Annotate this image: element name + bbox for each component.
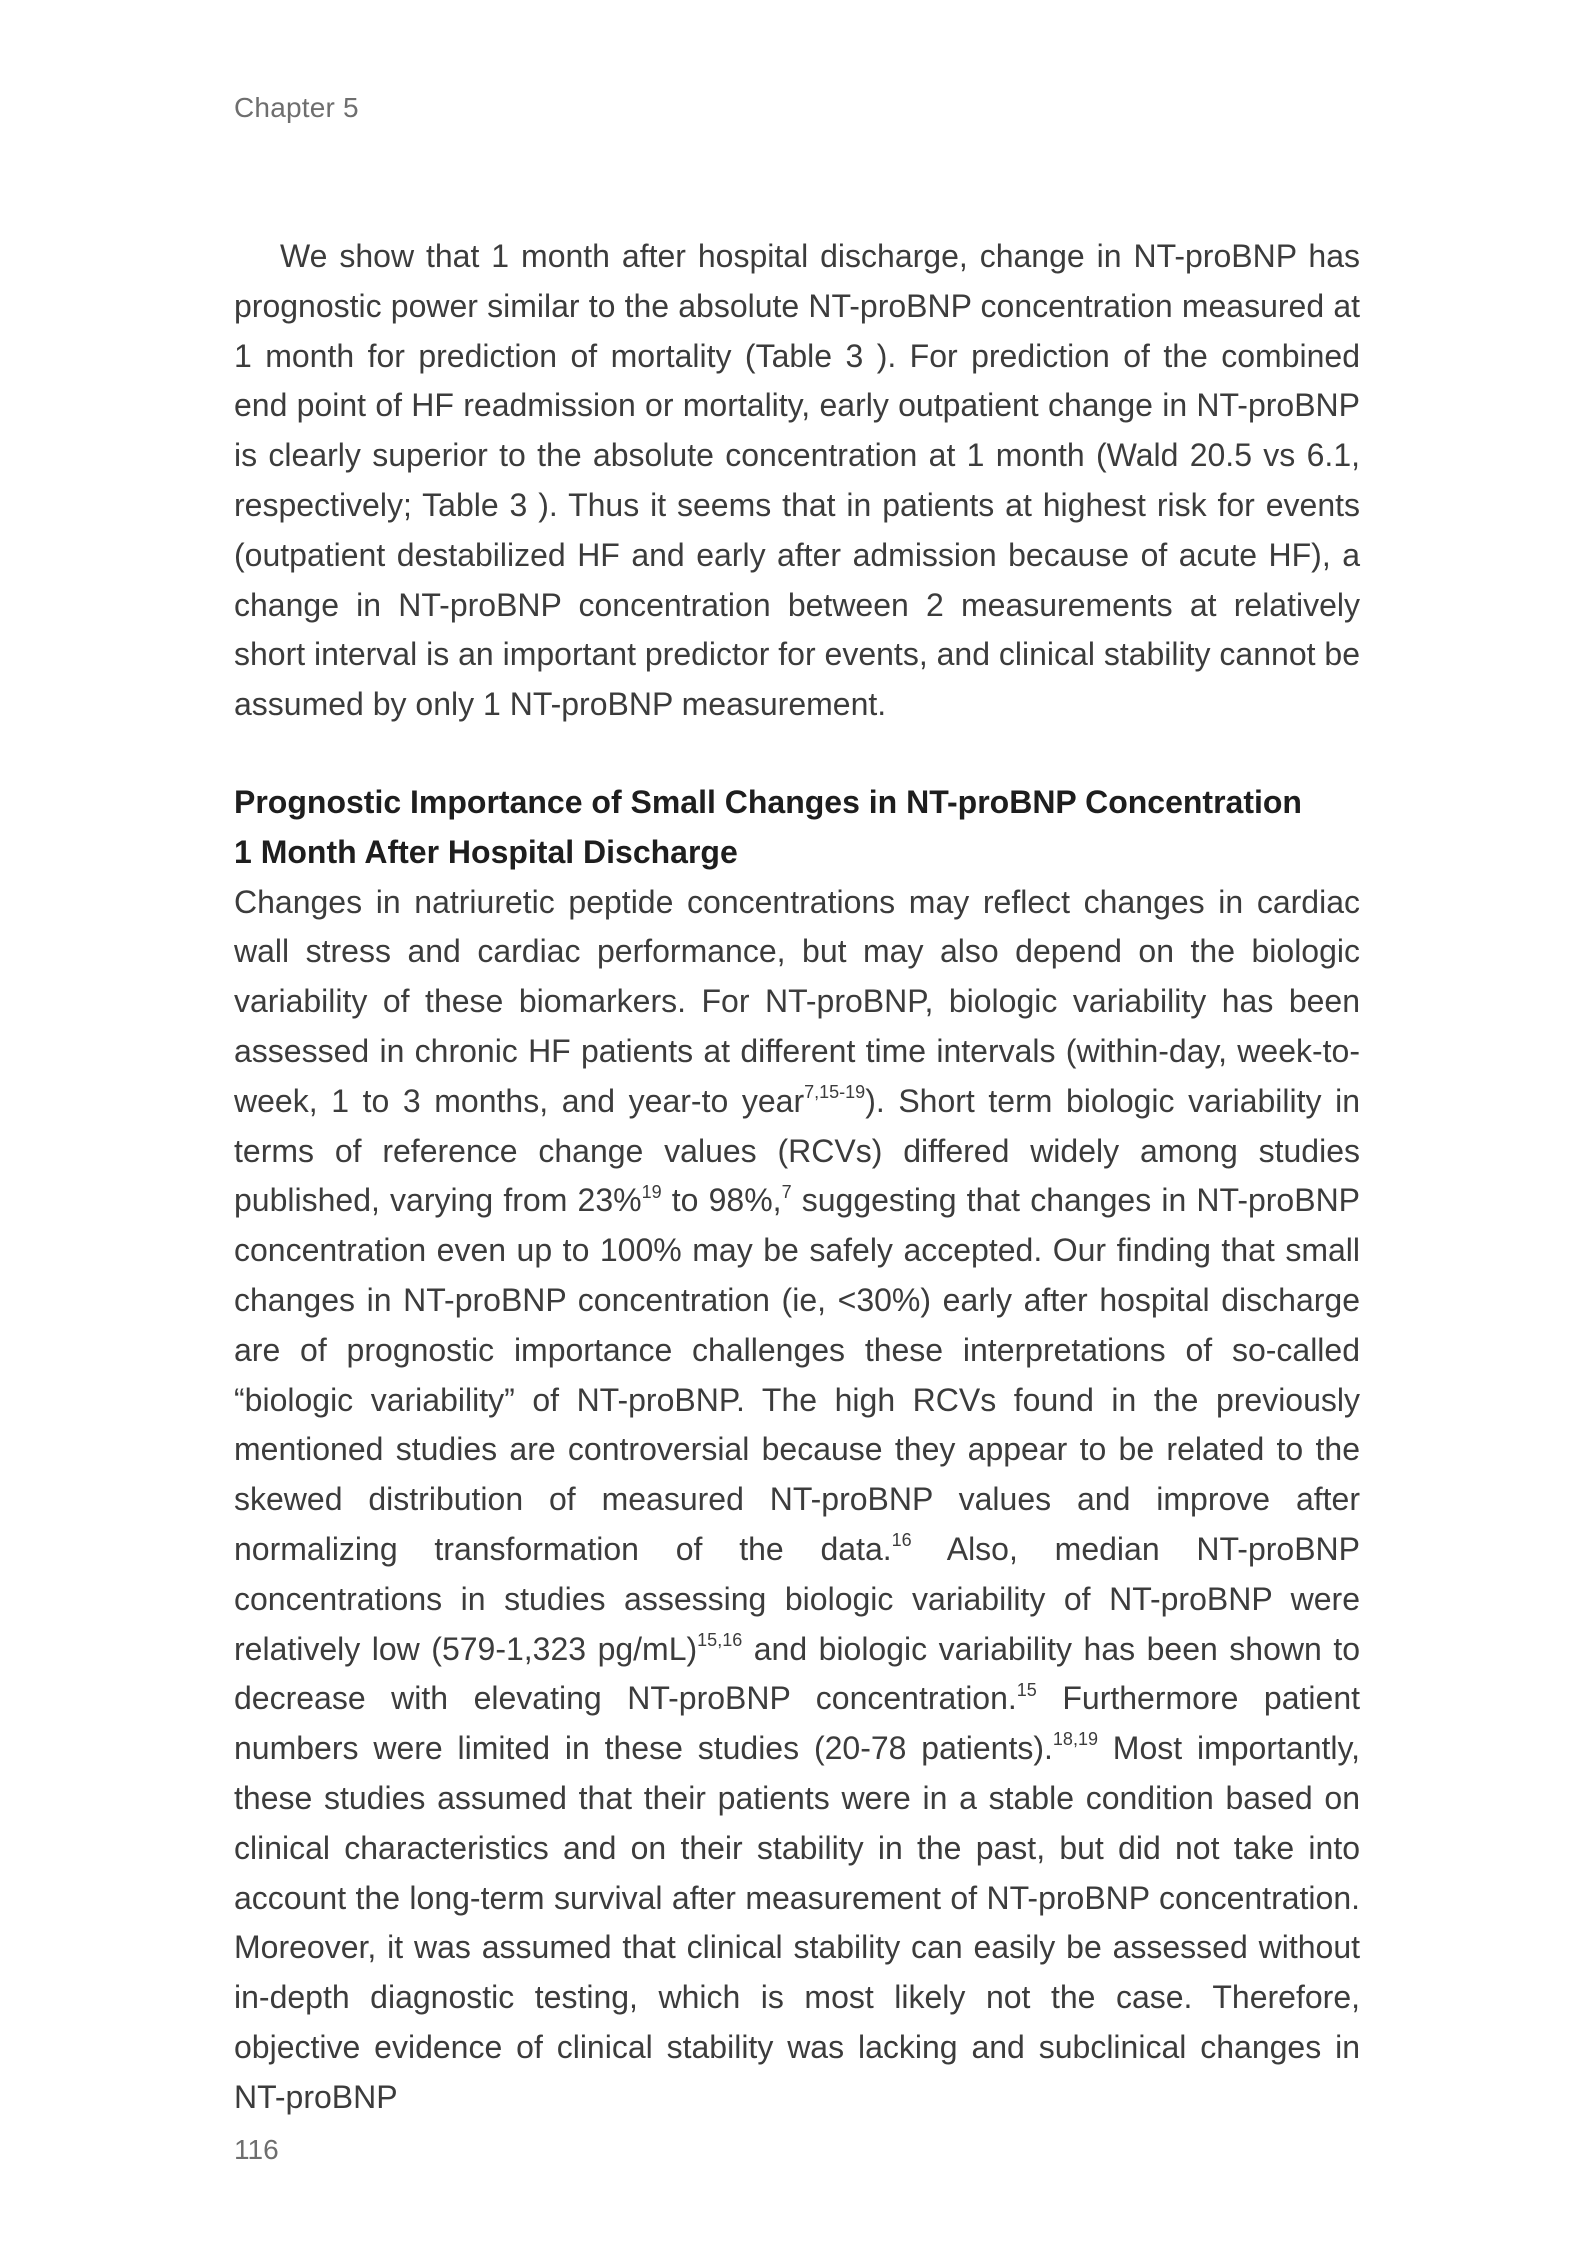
paragraph-2-text: suggesting that changes in NT-proBNP concentration even up to 100% may be safely accepted. Our finding that small changes in NT-proBNP concentration (ie, <30%) early after hospital discharge are of prognostic importance challenges these interpretations of so-called “biologic variability” of NT-proBNP. The high RCVs found in the previously mentioned studies are controversial because they appear to be related to the skewed distribution of measured NT-proBNP values and improve after normalizing transformation of the data. — [234, 1182, 1361, 1567]
paragraph-2-text: ). Short term biologic variability in terms of reference change values (RCVs) differed widely among studies published, varying from 23% — [234, 1082, 1361, 1219]
section-heading-line-2: 1 Month After Hospital Discharge — [234, 833, 738, 870]
running-header: Chapter 5 — [234, 92, 359, 123]
paragraph-2-text: to 98%, — [661, 1182, 782, 1219]
citation: 7,15-19 — [804, 1082, 866, 1103]
paragraph-2-text: Also, median NT-proBNP concentrations in studies assessing biologic variability of NT-proBNP were relatively low (579-1,323 pg/mL) — [234, 1530, 1361, 1667]
citation: 19 — [641, 1181, 662, 1202]
paragraph-2 — [234, 878, 1360, 2123]
paragraph-2-text: Furthermore patient numbers were limited in these studies (20-78 patients). — [234, 1680, 1361, 1767]
citation: 18,19 — [1052, 1729, 1098, 1750]
main-text — [234, 232, 1360, 2122]
citation: 7 — [781, 1181, 792, 1202]
paragraph-2-text: Most importantly, these studies assumed that their patients were in a stable condition based on clinical characteristics and on their stability in the past, but did not take into account the long-term survival after measurement of NT-proBNP concentration. Moreover, it was assumed that clinical stability can easily be assessed without in-depth diagnostic testing, which is most likely not the case. Therefore, objective evidence of clinical stability was lacking and subclinical changes in NT-proBNP — [234, 1730, 1361, 2115]
paragraph-2-text: Changes in natriuretic peptide concentrations may reflect changes in cardiac wall stress and cardiac performance, but may also depend on the biologic variability of these biomarkers. For NT-proBNP, biologic variability has been assessed in chronic HF patients at different time intervals (within-day, week-to-week, 1 to 3 months, and year-to year — [234, 883, 1360, 1119]
citation: 16 — [891, 1530, 912, 1551]
section-heading-line-1: Prognostic Importance of Small Changes in NT-proBNP Concentration — [234, 783, 1302, 820]
citation: 15,16 — [697, 1629, 743, 1650]
section-heading — [234, 778, 1360, 878]
page-number: 116 — [234, 2134, 279, 2165]
paragraph-1: We show that 1 month after hospital discharge, change in NT-proBNP has prognostic power similar to the absolute NT-proBNP concentration measured at 1 month for prediction of mortality (Table 3 ). For prediction of the combined end point of HF readmission or mortality, early outpatient change in NT-proBNP is clearly superior to the absolute concentration at 1 month (Wald 20.5 vs 6.1, respectively; Table 3 ). Thus it seems that in patients at highest risk for events (outpatient destabilized HF and early after admission because of acute HF), a change in NT-proBNP concentration between 2 measurements at relatively short interval is an important predictor for events, and clinical stability cannot be assumed by only 1 NT-proBNP measurement. — [234, 238, 1360, 723]
paragraph-2-text: and biologic variability has been shown to decrease with elevating NT-proBNP concentration. — [234, 1630, 1361, 1717]
citation: 15 — [1016, 1679, 1037, 1700]
